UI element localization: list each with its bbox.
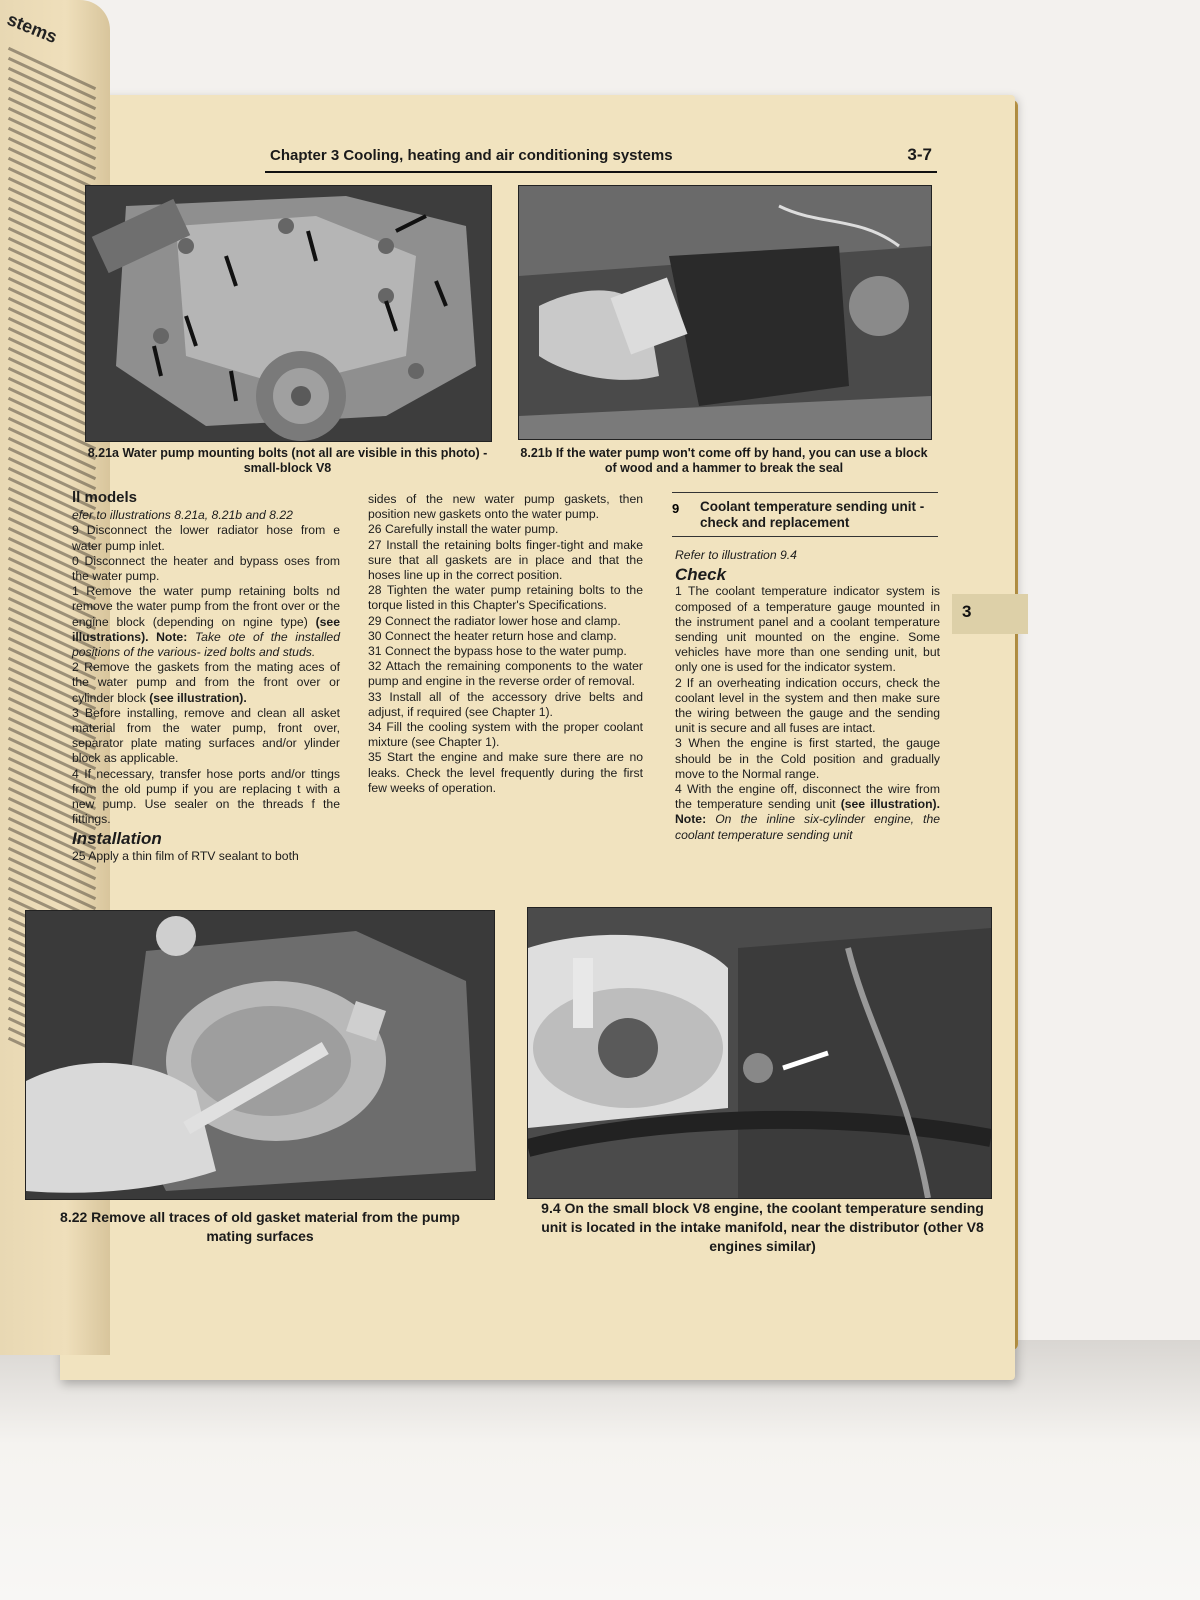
step-20: 0 Disconnect the heater and bypass oses from the water pump. — [72, 553, 340, 584]
chapter-tab-label: 3 — [962, 602, 972, 621]
step-35: 35 Start the engine and make sure there are no leaks. Check the level frequently during the first few weeks of operation. — [368, 750, 643, 795]
ref-note-col3: Refer to illustration 9.4 — [675, 548, 797, 562]
step-31: 31 Connect the bypass hose to the water pump. — [368, 644, 627, 659]
step-22: 2 Remove the gaskets from the mating aces of the water pump and from the front over or cylinder block (see illustration). — [72, 660, 340, 705]
heading-installation: Installation — [72, 829, 162, 849]
caption-94: 9.4 On the small block V8 engine, the coolant temperature sending unit is located in the intake manifold, near the distributor (other V8 engines similar) — [541, 1200, 984, 1254]
step-23: 3 Before installing, remove and clean all asket material from the water pump, front over, separator plate mating surfaces and/or ylinder block as applicable. — [72, 705, 340, 766]
step-30: 30 Connect the heater return hose and clamp. — [368, 628, 617, 643]
running-header — [265, 145, 937, 173]
text-column-3 — [675, 548, 940, 843]
heading-all-models: ll models — [72, 489, 138, 506]
section-9-heading — [672, 492, 938, 537]
check-step-2: 2 If an overheating indication occurs, check the coolant level in the system and then make sure the wiring between the gauge and the sending unit is secure and all fuses are intact. — [675, 675, 940, 736]
step-25: 25 Apply a thin film of RTV sealant to both — [72, 848, 299, 863]
water-pump-removal-image — [519, 186, 931, 439]
gasket-scraping-image — [26, 911, 494, 1199]
photo-822 — [25, 910, 495, 1200]
step-28: 28 Tighten the water pump retaining bolts to the torque listed in this Chapter's Specifications. — [368, 583, 643, 613]
caption-821a: 8.21a Water pump mounting bolts (not all are visible in this photo) - small-block V8 — [87, 446, 488, 475]
check-step-4: 4 With the engine off, disconnect the wire from the temperature sending unit (see illustration). Note: On the inline six-cylinder engine, the coolant temperature sending unit — [675, 782, 941, 842]
text-column-1 — [72, 488, 340, 864]
caption-822: 8.22 Remove all traces of old gasket material from the pump mating surfaces — [60, 1209, 460, 1244]
step-25-cont: sides of the new water pump gaskets, then position new gaskets onto the water pump. — [368, 492, 643, 522]
sending-unit-location-image — [528, 908, 991, 1198]
photo-821b — [518, 185, 932, 440]
text-column-2 — [368, 492, 643, 796]
photo-821a — [85, 185, 492, 442]
chapter-title: Chapter 3 Cooling, heating and air conditioning systems — [270, 147, 673, 164]
check-step-1: 1 The coolant temperature indicator system is composed of a temperature gauge mounted in the instrument panel and a coolant temperature sending unit mounted on the engine. Some vehicles have more than one sending unit, but only one is used for the indicator system. — [675, 584, 940, 675]
step-29: 29 Connect the radiator lower hose and clamp. — [368, 613, 621, 628]
check-step-3: 3 When the engine is first started, the gauge should be in the Cold position and gradually move to the Normal range. — [675, 736, 940, 781]
step-27: 27 Install the retaining bolts finger-tight and make sure that all gaskets are in place and that the hoses line up in the correct position. — [368, 537, 643, 583]
step-19: 9 Disconnect the lower radiator hose from e water pump inlet. — [72, 523, 340, 553]
step-21: 1 Remove the water pump retaining bolts nd remove the water pump from the front over or the engine block (depending on ngine type) (see illustrations). Note: Take ote of the installed positions of the various- ized bolts and studs. — [72, 584, 340, 660]
water-pump-bolts-image — [86, 186, 491, 441]
page-number: 3-7 — [907, 145, 932, 164]
step-33: 33 Install all of the accessory drive belts and adjust, if required (see Chapter 1). — [368, 689, 643, 719]
left-page-fragment: stems — [4, 9, 61, 48]
photo-94 — [527, 907, 992, 1199]
heading-check: Check — [675, 565, 727, 585]
chapter-tab — [952, 594, 1028, 634]
section-title: Coolant temperature sending unit - check and replacement — [700, 499, 925, 530]
caption-821b: 8.21b If the water pump won't come off by hand, you can use a block of wood and a hammer to break the seal — [520, 446, 928, 475]
step-32: 32 Attach the remaining components to the water pump and engine in the reverse order of removal. — [368, 659, 643, 689]
step-26: 26 Carefully install the water pump. — [368, 522, 559, 537]
ref-note-col1: efer to illustrations 8.21a, 8.21b and 8.22 — [72, 508, 293, 523]
step-34: 34 Fill the cooling system with the proper coolant mixture (see Chapter 1). — [368, 720, 643, 750]
section-number: 9 — [672, 501, 680, 516]
step-24: 4 If necessary, transfer hose ports and/or ttings from the old pump if you are replacing t with a new pump. Use sealer on the threads f the fittings. — [72, 766, 340, 827]
